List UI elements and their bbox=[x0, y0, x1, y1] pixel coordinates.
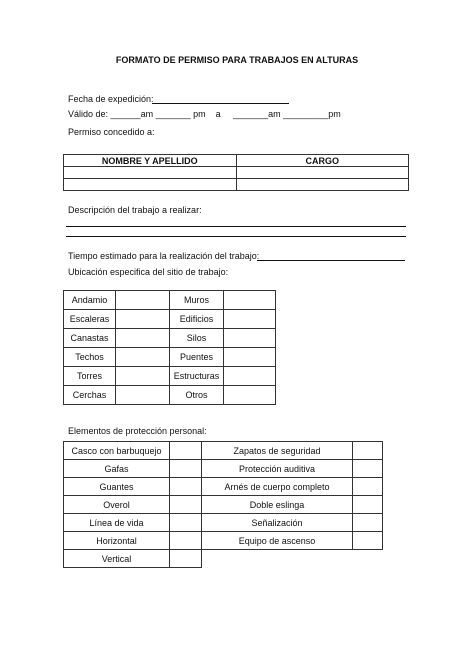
site-label: Silos bbox=[170, 329, 224, 348]
descripcion-line-1[interactable] bbox=[66, 226, 406, 227]
site-checkbox[interactable] bbox=[116, 310, 170, 329]
ppe-label: Protección auditiva bbox=[202, 460, 353, 478]
site-checkbox[interactable] bbox=[224, 348, 276, 367]
ppe-label: Línea de vida bbox=[64, 514, 170, 532]
site-label: Estructuras bbox=[170, 367, 224, 386]
site-checkbox[interactable] bbox=[116, 386, 170, 405]
page-title: FORMATO DE PERMISO PARA TRABAJOS EN ALTURAS bbox=[115, 55, 359, 65]
site-table bbox=[63, 290, 276, 405]
cargo-cell[interactable] bbox=[236, 179, 408, 191]
nombre-cell[interactable] bbox=[64, 179, 237, 191]
site-checkbox[interactable] bbox=[224, 310, 276, 329]
table-row bbox=[64, 179, 409, 191]
table-row bbox=[64, 291, 276, 310]
descripcion-line-2[interactable] bbox=[66, 236, 406, 237]
ppe-checkbox[interactable] bbox=[170, 514, 202, 532]
site-label: Cerchas bbox=[64, 386, 116, 405]
table-row bbox=[64, 460, 383, 478]
table-row bbox=[64, 478, 383, 496]
site-label: Torres bbox=[64, 367, 116, 386]
site-label: Techos bbox=[64, 348, 116, 367]
site-checkbox[interactable] bbox=[116, 348, 170, 367]
site-checkbox[interactable] bbox=[116, 367, 170, 386]
header-nombre: NOMBRE Y APELLIDO bbox=[64, 155, 237, 167]
ppe-label: Señalización bbox=[202, 514, 353, 532]
personnel-table bbox=[63, 154, 409, 191]
header-cargo: CARGO bbox=[236, 155, 408, 167]
table-row bbox=[64, 496, 383, 514]
site-label: Edificios bbox=[170, 310, 224, 329]
site-checkbox[interactable] bbox=[224, 329, 276, 348]
ppe-checkbox[interactable] bbox=[353, 496, 383, 514]
ppe-table bbox=[63, 441, 383, 568]
ppe-label: Overol bbox=[64, 496, 170, 514]
ppe-label: Vertical bbox=[64, 550, 170, 568]
nombre-cell[interactable] bbox=[64, 167, 237, 179]
tiempo-field[interactable] bbox=[257, 260, 405, 261]
site-checkbox[interactable] bbox=[116, 291, 170, 310]
permiso-label: Permiso concedido a: bbox=[68, 127, 155, 137]
site-label: Muros bbox=[170, 291, 224, 310]
cargo-cell[interactable] bbox=[236, 167, 408, 179]
table-row bbox=[64, 550, 383, 568]
ppe-checkbox[interactable] bbox=[353, 532, 383, 550]
ppe-label: Doble eslinga bbox=[202, 496, 353, 514]
site-checkbox[interactable] bbox=[116, 329, 170, 348]
ppe-checkbox[interactable] bbox=[170, 478, 202, 496]
ppe-label: Guantes bbox=[64, 478, 170, 496]
ppe-checkbox[interactable] bbox=[353, 514, 383, 532]
site-label: Andamio bbox=[64, 291, 116, 310]
site-checkbox[interactable] bbox=[224, 367, 276, 386]
table-row bbox=[64, 532, 383, 550]
ppe-label: Gafas bbox=[64, 460, 170, 478]
table-row bbox=[64, 329, 276, 348]
ppe-label: Casco con barbuquejo bbox=[64, 442, 170, 460]
site-checkbox[interactable] bbox=[224, 386, 276, 405]
site-checkbox[interactable] bbox=[224, 291, 276, 310]
site-label: Puentes bbox=[170, 348, 224, 367]
ppe-checkbox[interactable] bbox=[170, 532, 202, 550]
ppe-checkbox[interactable] bbox=[170, 496, 202, 514]
ppe-label: Zapatos de seguridad bbox=[202, 442, 353, 460]
ppe-checkbox[interactable] bbox=[170, 550, 202, 568]
table-row bbox=[64, 310, 276, 329]
ppe-label: Equipo de ascenso bbox=[202, 532, 353, 550]
ubicacion-label: Ubicación especifica del sitio de trabajo: bbox=[68, 267, 229, 277]
empty-cell bbox=[202, 550, 353, 568]
table-row bbox=[64, 386, 276, 405]
table-row bbox=[64, 367, 276, 386]
ppe-checkbox[interactable] bbox=[170, 460, 202, 478]
ppe-checkbox[interactable] bbox=[170, 442, 202, 460]
table-row bbox=[64, 442, 383, 460]
table-row bbox=[64, 348, 276, 367]
site-label: Otros bbox=[170, 386, 224, 405]
table-row bbox=[64, 167, 409, 179]
site-label: Canastas bbox=[64, 329, 116, 348]
ppe-label: Arnés de cuerpo completo bbox=[202, 478, 353, 496]
fecha-label: Fecha de expedición: bbox=[68, 94, 157, 104]
ppe-label: Horizontal bbox=[64, 532, 170, 550]
ppe-checkbox[interactable] bbox=[353, 442, 383, 460]
descripcion-label: Descripción del trabajo a realizar: bbox=[68, 205, 202, 215]
site-label: Escaleras bbox=[64, 310, 116, 329]
empty-cell bbox=[353, 550, 383, 568]
elementos-label: Elementos de protección personal: bbox=[68, 426, 207, 436]
valido-line: Válido de: ______am _______ pm a _______am _________pm bbox=[68, 109, 341, 119]
tiempo-label: Tiempo estimado para la realización del trabajo: bbox=[68, 251, 262, 261]
fecha-field[interactable] bbox=[152, 103, 289, 104]
ppe-checkbox[interactable] bbox=[353, 478, 383, 496]
ppe-checkbox[interactable] bbox=[353, 460, 383, 478]
table-row bbox=[64, 514, 383, 532]
